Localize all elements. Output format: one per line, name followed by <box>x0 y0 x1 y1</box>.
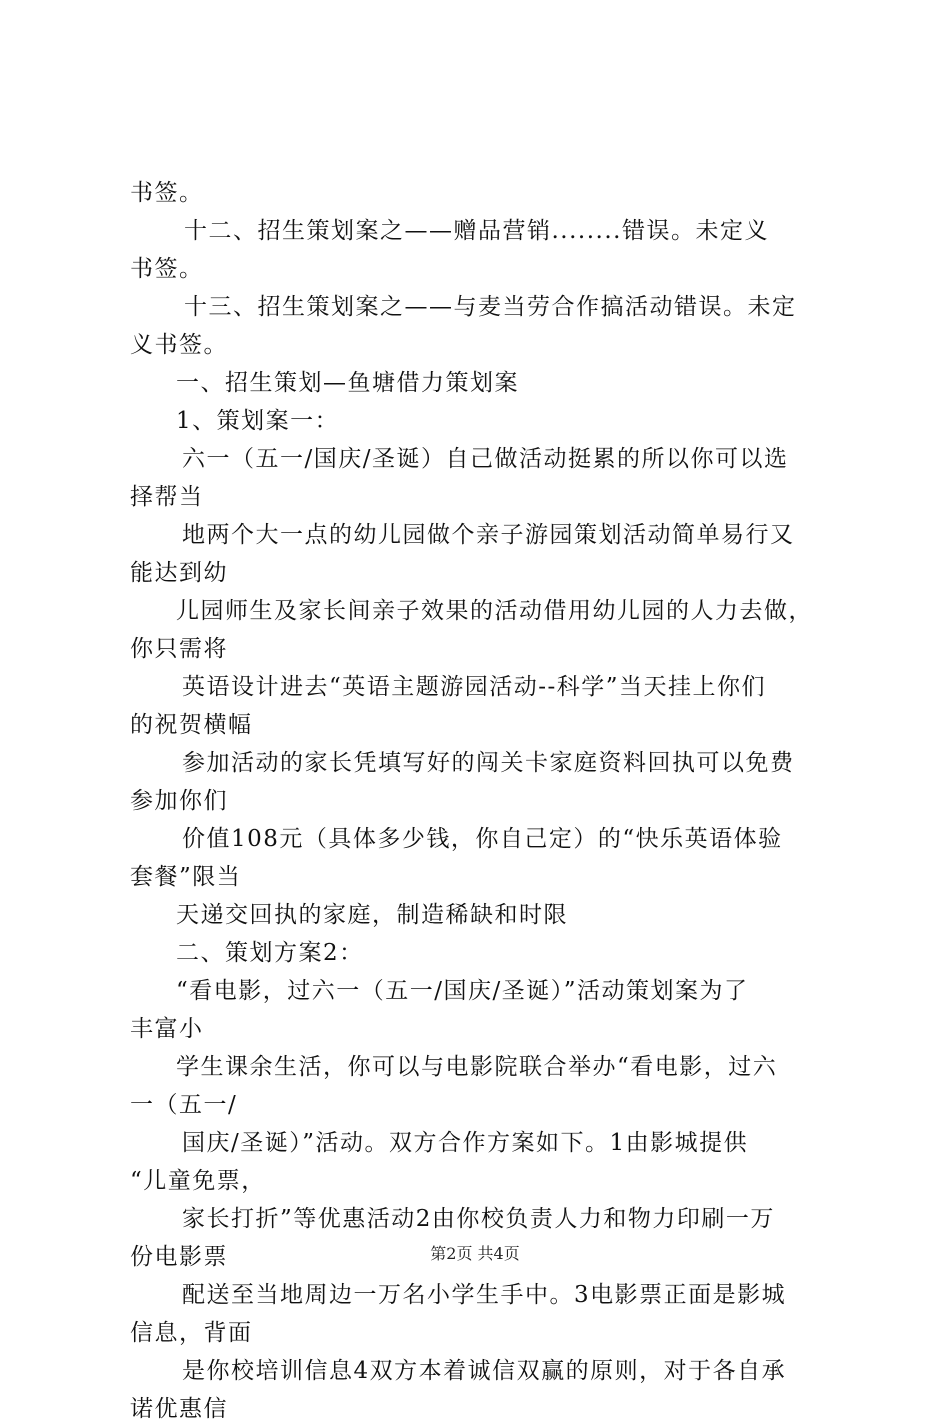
text-line: 1、策划案一： <box>176 408 340 434</box>
text-line: 二、策划方案2： <box>176 940 364 966</box>
text-line: “儿童免票， <box>130 1168 266 1194</box>
text-line: 诺优惠信 <box>130 1396 228 1422</box>
text-line: 六一（五一/国庆/圣诞）自己做活动挺累的所以你可以选 <box>182 446 789 472</box>
text-line: 地两个大一点的幼儿园做个亲子游园策划活动简单易行又 <box>182 522 795 548</box>
text-line: 份电影票 <box>130 1244 228 1270</box>
text-line: 书签。 <box>130 180 204 206</box>
text-line: 义书签。 <box>130 332 228 358</box>
text-line: 参加你们 <box>130 788 228 814</box>
text-line: 丰富小 <box>130 1016 204 1042</box>
text-line: 套餐”限当 <box>130 864 242 890</box>
text-line: 参加活动的家长凭填写好的闯关卡家庭资料回执可以免费 <box>182 750 795 776</box>
document-body <box>130 174 830 1428</box>
text-line: 家长打折”等优惠活动2由你校负责人力和物力印刷一万 <box>182 1206 775 1232</box>
text-line: 的祝贺横幅 <box>130 712 253 738</box>
text-line: 天递交回执的家庭，制造稀缺和时限 <box>176 902 568 928</box>
text-line: 一（五一/ <box>130 1092 238 1118</box>
text-line: 书签。 <box>130 256 204 282</box>
text-line: 信息，背面 <box>130 1320 253 1346</box>
text-line: 能达到幼 <box>130 560 228 586</box>
text-line: 英语设计进去“英语主题游园活动--科学”当天挂上你们 <box>182 674 767 700</box>
text-line: 国庆/圣诞）”活动。双方合作方案如下。1由影城提供 <box>182 1130 749 1156</box>
text-line: 学生课余生活，你可以与电影院联合举办“看电影，过六 <box>176 1054 778 1080</box>
text-line: 十二、招生策划案之——赠品营销........错误。未定义 <box>184 218 769 244</box>
text-line: 择帮当 <box>130 484 204 510</box>
text-line: 价值108元（具体多少钱，你自己定）的“快乐英语体验 <box>182 826 783 852</box>
text-line: 儿园师生及家长间亲子效果的活动借用幼儿园的人力去做， <box>176 598 813 624</box>
text-line: 配送至当地周边一万名小学生手中。3电影票正面是影城 <box>182 1282 787 1308</box>
text-line: “看电影，过六一（五一/国庆/圣诞）”活动策划案为了 <box>176 978 749 1004</box>
page-number-footer: 第2页 共4页 <box>430 1244 520 1263</box>
text-line: 你只需将 <box>130 636 228 662</box>
text-line: 十三、招生策划案之——与麦当劳合作搞活动错误。未定 <box>184 294 797 320</box>
text-line: 一、招生策划—鱼塘借力策划案 <box>176 370 519 396</box>
text-line: 是你校培训信息4双方本着诚信双赢的原则，对于各自承 <box>182 1358 787 1384</box>
